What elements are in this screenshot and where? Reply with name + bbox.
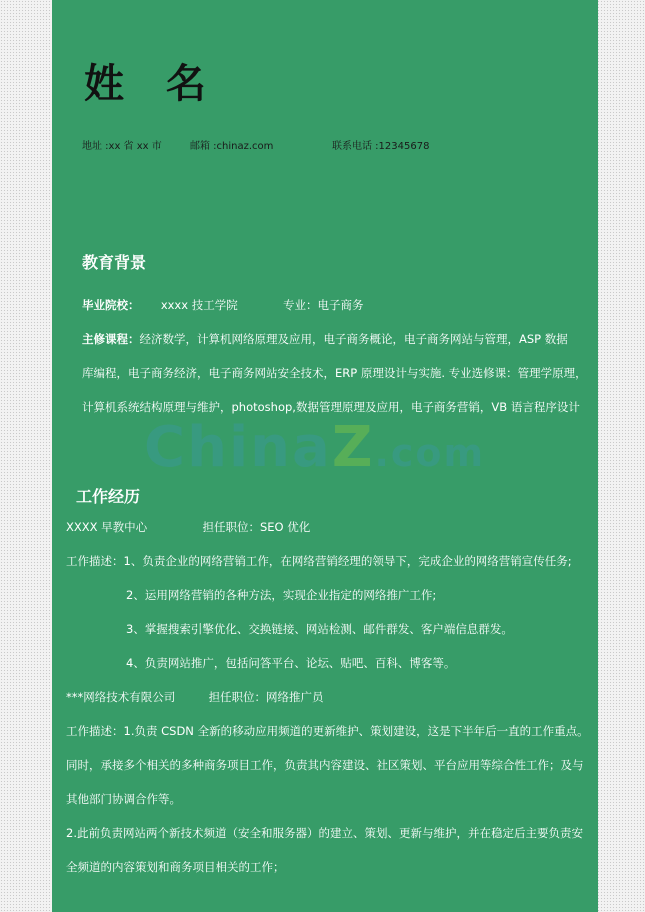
courses-label: 主修课程：	[82, 332, 140, 346]
job2-company: ***网络技术有限公司	[66, 690, 176, 704]
job1-desc-4: 4、负责网站推广，包括问答平台、论坛、贴吧、百科、博客等。	[126, 656, 456, 670]
job1-company: XXXX 早教中心	[66, 520, 148, 534]
courses-line-1	[82, 331, 568, 347]
contact-address: 地址 :xx 省 xx 市	[82, 141, 162, 152]
job2-desc-5: 全频道的内容策划和商务项目相关的工作；	[66, 860, 285, 874]
major-value: 专业：电子商务	[283, 298, 364, 312]
job1-desc-3: 3、掌握搜索引擎优化、交换链接、网站检测、邮件群发、客户端信息群发。	[126, 622, 513, 636]
resume-page	[52, 0, 598, 912]
work-heading: 工作经历	[76, 487, 141, 506]
job2-desc-4: 2.此前负责网站两个新技术频道（安全和服务器）的建立、策划、更新与维护，并在稳定后主要负责安	[66, 826, 583, 840]
education-heading: 教育背景	[82, 253, 147, 272]
courses-line-3: 计算机系统结构原理与维护，photoshop,数据管理原理及应用，电子商务营销，VB 语言程序设计	[82, 400, 580, 414]
job1-desc-2: 2、运用网络营销的各种方法，实现企业指定的网络推广工作;	[126, 588, 437, 602]
watermark-part-3: .com	[374, 431, 486, 475]
contact-phone: 联系电话 :12345678	[332, 141, 430, 152]
courses-text-1: 经济数学，计算机网络原理及应用，电子商务概论，电子商务网站与管理，ASP 数据	[139, 332, 568, 346]
watermark-part-2: Z	[331, 415, 375, 480]
job1-position: 担任职位：SEO 优化	[202, 520, 311, 534]
job1-desc-1: 工作描述：1、负责企业的网络营销工作，在网络营销经理的领导下，完成企业的网络营销宣传任务;	[66, 554, 572, 568]
school-label: 毕业院校：	[82, 298, 140, 312]
job2-desc-1: 工作描述：1.负责 CSDN 全新的移动应用频道的更新维护、策划建设，这是下半年后一直的工作重点。	[66, 724, 589, 738]
job2-position: 担任职位：网络推广员	[208, 690, 324, 704]
courses-line-2: 库编程，电子商务经济，电子商务网站安全技术，ERP 原理设计与实施. 专业选修课：管理学原理，	[82, 366, 587, 380]
resume-name: 姓 名	[84, 61, 220, 107]
job2-desc-2: 同时，承接多个相关的多种商务项目工作，负责其内容建设、社区策划、平台应用等综合性工作；及与	[66, 758, 584, 772]
school-value: xxxx 技工学院	[160, 298, 238, 312]
school-row	[82, 297, 364, 313]
chinaz-watermark-logo	[144, 415, 485, 480]
contact-email: 邮箱 :chinaz.com	[190, 141, 274, 152]
job2-row	[66, 689, 324, 705]
job2-desc-3: 其他部门协调合作等。	[66, 792, 181, 806]
watermark-part-1: China	[144, 415, 332, 480]
job1-row	[66, 519, 310, 535]
